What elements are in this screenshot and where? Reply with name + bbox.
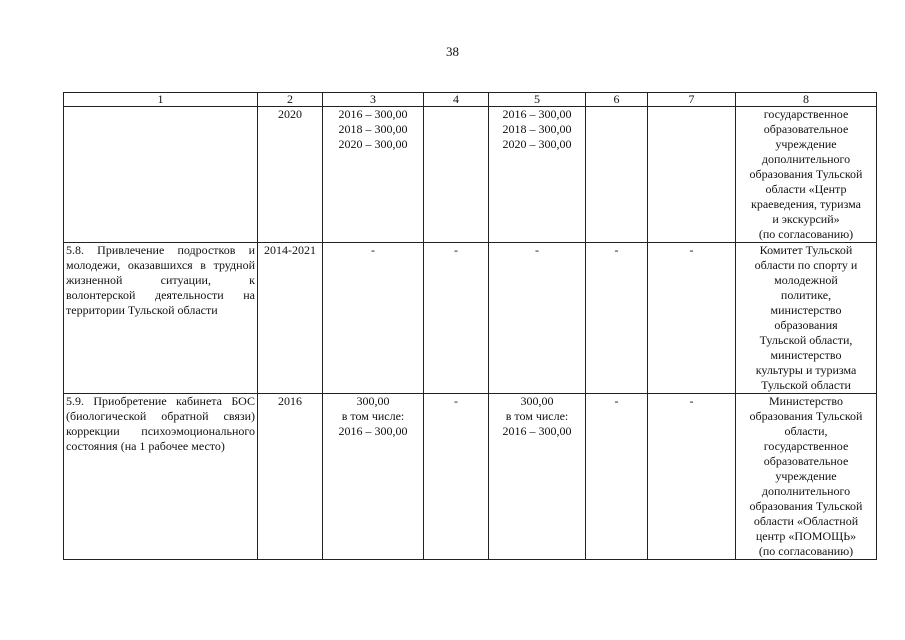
other-sources-cell: - [648,394,736,560]
total-funding-cell [323,394,424,560]
cell-line: дополнительного [761,484,851,498]
cell-line: (по согласованию) [758,227,854,241]
regional-budget-cell [489,394,586,560]
table-row [64,394,877,560]
cell-line: дополнительного [761,152,851,166]
period-cell: 2016 [258,394,323,560]
local-budget-cell: - [586,394,648,560]
activity-name-cell: 5.8. Привлечение подростков и молодежи, оказавшихся в трудной жизненной ситуации, к волонтерской деятельности на территории Тульской области [64,243,258,394]
cell-line: 2016 – 300,00 [338,107,408,121]
cell-line: 2020 – 300,00 [338,137,408,151]
cell-line: государственное [763,107,849,121]
cell-line: и экскурсий» [772,212,840,226]
cell-line: области «Центр [765,182,847,196]
executor-cell [736,243,877,394]
table-row [64,107,877,243]
page-number: 38 [446,44,459,59]
cell-line: образования Тульской [749,167,863,181]
cell-line: Комитет Тульской [759,243,853,257]
federal-budget-cell [424,107,489,243]
cell-line: 2016 – 300,00 [502,424,572,438]
cell-line: области «Областной [753,514,859,528]
cell-line: молодежной [774,273,838,287]
regional-budget-cell [489,107,586,243]
federal-budget-cell: - [424,394,489,560]
cell-line: 2020 – 300,00 [502,137,572,151]
activity-name-cell [64,107,258,243]
regional-budget-cell [489,243,586,394]
cell-line: культуры и туризма [755,363,857,377]
table-row [64,243,877,394]
local-budget-cell: - [586,243,648,394]
federal-budget-cell: - [424,243,489,394]
column-header: 1 [64,93,258,107]
period-cell: 2020 [258,107,323,243]
column-header: 7 [648,93,736,107]
total-funding-cell [323,243,424,394]
cell-line: образовательное [763,454,849,468]
cell-line: Министерство [769,394,843,408]
activity-name-cell: 5.9. Приобретение кабинета БОС (биологической обратной связи) коррекции психоэмоционального состояния (на 1 рабочее место) [64,394,258,560]
program-table [63,92,877,560]
cell-line: учреждение [775,137,837,151]
cell-line: образовательное [763,122,849,136]
column-header: 3 [323,93,424,107]
cell-line: образования Тульской [749,499,863,513]
column-header: 5 [489,93,586,107]
cell-line: образования Тульской [749,409,863,423]
cell-line: краеведения, туризма [751,197,861,211]
cell-line: образования [774,318,838,332]
cell-line: в том числе: [341,409,405,423]
column-number-row [64,93,877,107]
column-header: 4 [424,93,489,107]
cell-line: (по согласованию) [758,544,854,558]
column-header: 8 [736,93,877,107]
cell-line: - [535,243,539,257]
cell-line: министерство [770,348,842,362]
other-sources-cell: - [648,243,736,394]
column-header: 2 [258,93,323,107]
cell-line: области, [784,424,828,438]
other-sources-cell [648,107,736,243]
cell-line: центр «ПОМОЩЬ» [755,529,857,543]
executor-cell [736,107,877,243]
cell-line: учреждение [775,469,837,483]
cell-line: министерство [770,303,842,317]
cell-line: области по спорту и [754,258,858,272]
cell-line: 300,00 [356,394,390,408]
column-header: 6 [586,93,648,107]
cell-line: политике, [780,288,832,302]
period-cell: 2014-2021 [258,243,323,394]
cell-line: государственное [763,439,849,453]
cell-line: 2016 – 300,00 [502,107,572,121]
cell-line: Тульской области [761,378,851,392]
executor-cell [736,394,877,560]
total-funding-cell [323,107,424,243]
cell-line: 300,00 [520,394,554,408]
cell-line: в том числе: [505,409,569,423]
cell-line: 2018 – 300,00 [502,122,572,136]
cell-line: 2016 – 300,00 [338,424,408,438]
cell-line: - [371,243,375,257]
cell-line: 2018 – 300,00 [338,122,408,136]
local-budget-cell [586,107,648,243]
cell-line: Тульской области, [759,333,853,347]
